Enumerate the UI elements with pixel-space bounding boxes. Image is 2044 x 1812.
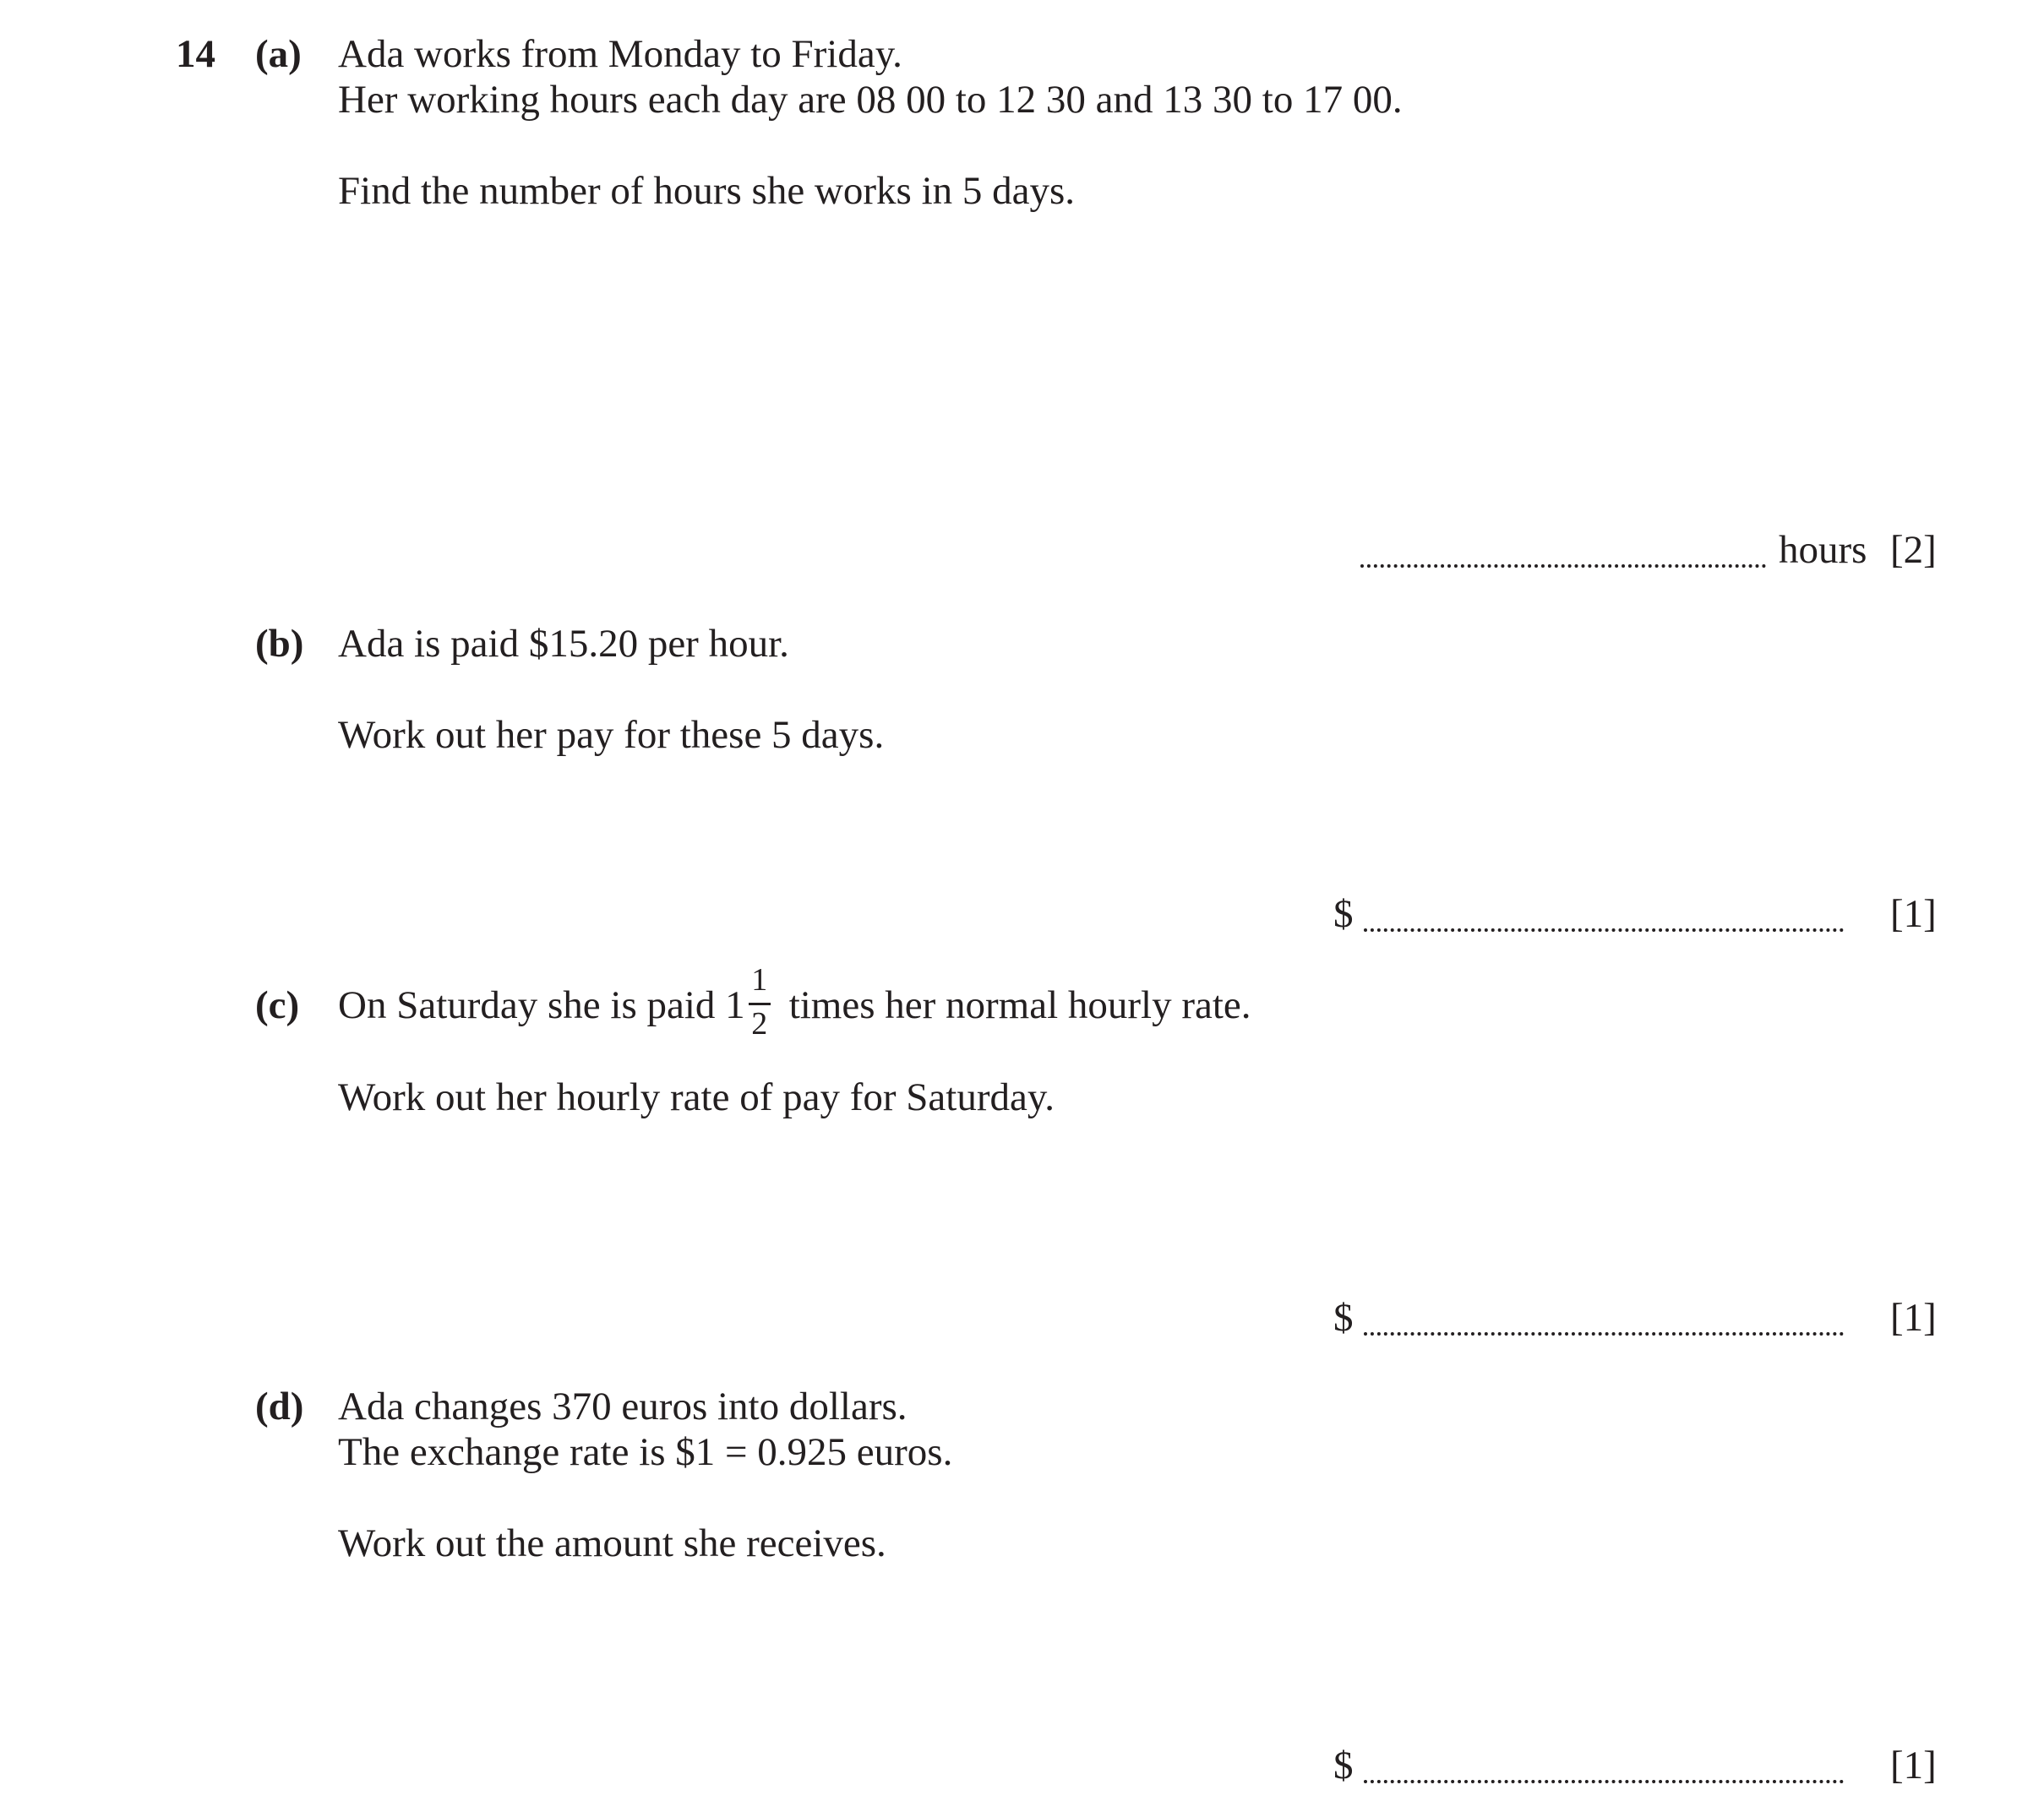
question-number: 14	[176, 32, 215, 76]
part-d-answer-line[interactable]	[1333, 1743, 1935, 1788]
part-b-dollar-sign: $	[1333, 892, 1354, 936]
part-c-line1-before: On Saturday she is paid 1	[338, 983, 745, 1027]
part-a-line1: Ada works from Monday to Friday.	[338, 32, 902, 76]
part-b-marks: [1]	[1890, 892, 1937, 936]
part-d-line2: The exchange rate is $1 = 0.925 euros.	[338, 1430, 953, 1474]
part-b-line1: Ada is paid $15.20 per hour.	[338, 622, 789, 666]
part-c-answer-dots[interactable]	[1364, 1332, 1844, 1336]
part-b-instruction: Work out her pay for these 5 days.	[338, 713, 885, 757]
part-b-answer-dots[interactable]	[1364, 928, 1844, 932]
part-a-instruction: Find the number of hours she works in 5 days.	[338, 169, 1076, 213]
part-a-line2: Her working hours each day are 08 00 to 12 30 and 13 30 to 17 00.	[338, 78, 1403, 122]
part-b-answer-line[interactable]	[1333, 891, 1935, 937]
part-c-line1	[338, 962, 1251, 1042]
fraction-bar	[749, 1003, 771, 1005]
fraction-denominator: 2	[751, 1006, 768, 1042]
fraction-numerator: 1	[751, 962, 768, 998]
part-d-marks: [1]	[1890, 1744, 1937, 1788]
part-b-label: (b)	[255, 622, 304, 666]
part-a-label: (a)	[255, 32, 302, 76]
part-a-marks: [2]	[1890, 528, 1937, 572]
one-half-fraction	[747, 962, 772, 1042]
part-c-line1-after: times her normal hourly rate.	[788, 983, 1251, 1027]
part-c-instruction: Work out her hourly rate of pay for Saturday.	[338, 1075, 1055, 1119]
part-c-label: (c)	[255, 983, 300, 1027]
part-d-label: (d)	[255, 1385, 304, 1428]
part-c-dollar-sign: $	[1333, 1296, 1354, 1340]
part-a-answer-unit: hours	[1779, 528, 1867, 572]
part-d-instruction: Work out the amount she receives.	[338, 1521, 886, 1565]
part-a-answer-line[interactable]	[1360, 527, 1935, 573]
part-d-dollar-sign: $	[1333, 1744, 1354, 1788]
part-c-answer-line[interactable]	[1333, 1295, 1935, 1341]
part-d-answer-dots[interactable]	[1364, 1780, 1844, 1783]
part-c-marks: [1]	[1890, 1296, 1937, 1340]
part-d-line1: Ada changes 370 euros into dollars.	[338, 1385, 908, 1428]
part-a-answer-dots[interactable]	[1360, 564, 1766, 568]
